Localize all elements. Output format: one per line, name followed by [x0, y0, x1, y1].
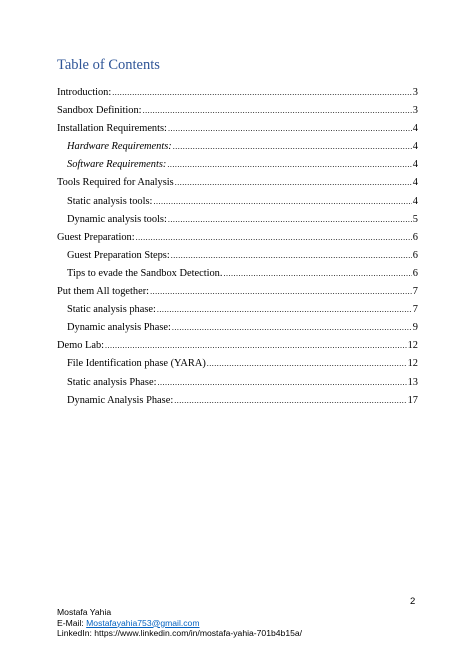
toc-entry-page: 9 [412, 322, 418, 334]
toc-dot-leader [171, 247, 412, 265]
toc-entry[interactable] [57, 319, 418, 337]
toc-entry-page: 12 [407, 340, 418, 352]
toc-dot-leader [136, 229, 412, 247]
toc-entry[interactable] [57, 265, 418, 283]
toc-title: Table of Contents [57, 57, 160, 73]
toc-entry-title: Introduction: [57, 87, 112, 98]
toc-dot-leader [174, 392, 406, 410]
footer-linkedin: LinkedIn: https://www.linkedin.com/in/mostafa-yahia-701b4b15a/ [57, 628, 303, 639]
toc-entry[interactable] [57, 193, 418, 211]
toc-dot-leader [175, 174, 412, 192]
toc-entry-page: 7 [412, 304, 418, 316]
toc-entry-title: Static analysis Phase: [67, 376, 157, 388]
toc-entry[interactable] [57, 337, 418, 355]
toc-entry-title: Tips to evade the Sandbox Detection. [67, 267, 223, 279]
toc-dot-leader [207, 355, 407, 373]
toc-entry[interactable] [57, 374, 418, 392]
toc-entry-title: Dynamic analysis Phase: [67, 322, 171, 334]
toc-entry-title: Guest Preparation Steps: [67, 249, 170, 261]
toc-entry-page: 17 [407, 394, 418, 406]
toc-entry-page: 3 [412, 87, 418, 98]
toc-dot-leader [223, 265, 411, 283]
toc-entry-page: 7 [412, 286, 418, 298]
toc-entry-title: Static analysis phase: [67, 304, 156, 316]
toc-dot-leader [150, 283, 412, 301]
table-of-contents [57, 84, 418, 410]
footer [57, 607, 302, 639]
footer-email-line [57, 618, 302, 629]
toc-dot-leader [167, 156, 411, 174]
toc-entry-title: Software Requirements: [67, 159, 167, 171]
toc-entry-page: 4 [412, 159, 418, 171]
toc-entry-page: 13 [407, 376, 418, 388]
toc-entry-page: 6 [412, 249, 418, 261]
page-number: 2 [410, 596, 416, 607]
toc-entry-title: Sandbox Definition: [57, 105, 142, 117]
toc-dot-leader [173, 138, 412, 156]
toc-entry[interactable] [57, 156, 418, 174]
toc-dot-leader [105, 337, 407, 355]
toc-entry-page: 3 [412, 105, 418, 117]
toc-entry[interactable] [57, 229, 418, 247]
footer-author: Mostafa Yahia [57, 607, 112, 617]
toc-entry[interactable] [57, 301, 418, 319]
toc-entry-title: Tools Required for Analysis [57, 177, 174, 189]
footer-email-link[interactable]: Mostafayahia753@gmail.com [86, 617, 200, 628]
footer-email-label: E-Mail: [57, 617, 87, 628]
toc-entry[interactable] [57, 120, 418, 138]
toc-entry-page: 4 [412, 195, 418, 207]
toc-entry[interactable] [57, 355, 418, 373]
toc-dot-leader [112, 84, 412, 102]
toc-entry[interactable] [57, 211, 418, 229]
toc-entry-title: Demo Lab: [57, 340, 105, 352]
toc-entry-title: Dynamic Analysis Phase: [67, 394, 174, 406]
toc-entry-title: File Identification phase (YARA) [67, 358, 206, 370]
toc-entry[interactable] [57, 138, 418, 156]
toc-entry[interactable] [57, 84, 418, 102]
toc-entry-page: 4 [412, 141, 418, 153]
toc-entry[interactable] [57, 392, 418, 410]
toc-dot-leader [168, 211, 412, 229]
toc-entry[interactable] [57, 283, 418, 301]
toc-entry[interactable] [57, 174, 418, 192]
toc-entry[interactable] [57, 102, 418, 120]
toc-entry-page: 4 [412, 123, 418, 135]
toc-dot-leader [157, 374, 406, 392]
toc-dot-leader [172, 319, 412, 337]
toc-entry-title: Hardware Requirements: [67, 141, 172, 153]
toc-entry-page: 6 [412, 267, 418, 279]
toc-dot-leader [157, 301, 412, 319]
toc-dot-leader [143, 102, 412, 120]
toc-dot-leader [153, 193, 411, 211]
toc-entry-page: 6 [412, 231, 418, 243]
toc-entry-page: 4 [412, 177, 418, 189]
toc-entry-title: Put them All together: [57, 286, 150, 298]
toc-entry-title: Guest Preparation: [57, 231, 135, 243]
toc-entry-title: Installation Requirements: [57, 123, 167, 135]
toc-entry-title: Static analysis tools: [67, 195, 153, 207]
toc-entry-title: Dynamic analysis tools: [67, 213, 167, 225]
toc-entry-page: 12 [407, 358, 418, 370]
toc-entry[interactable] [57, 247, 418, 265]
toc-dot-leader [168, 120, 412, 138]
toc-entry-page: 5 [412, 213, 418, 225]
